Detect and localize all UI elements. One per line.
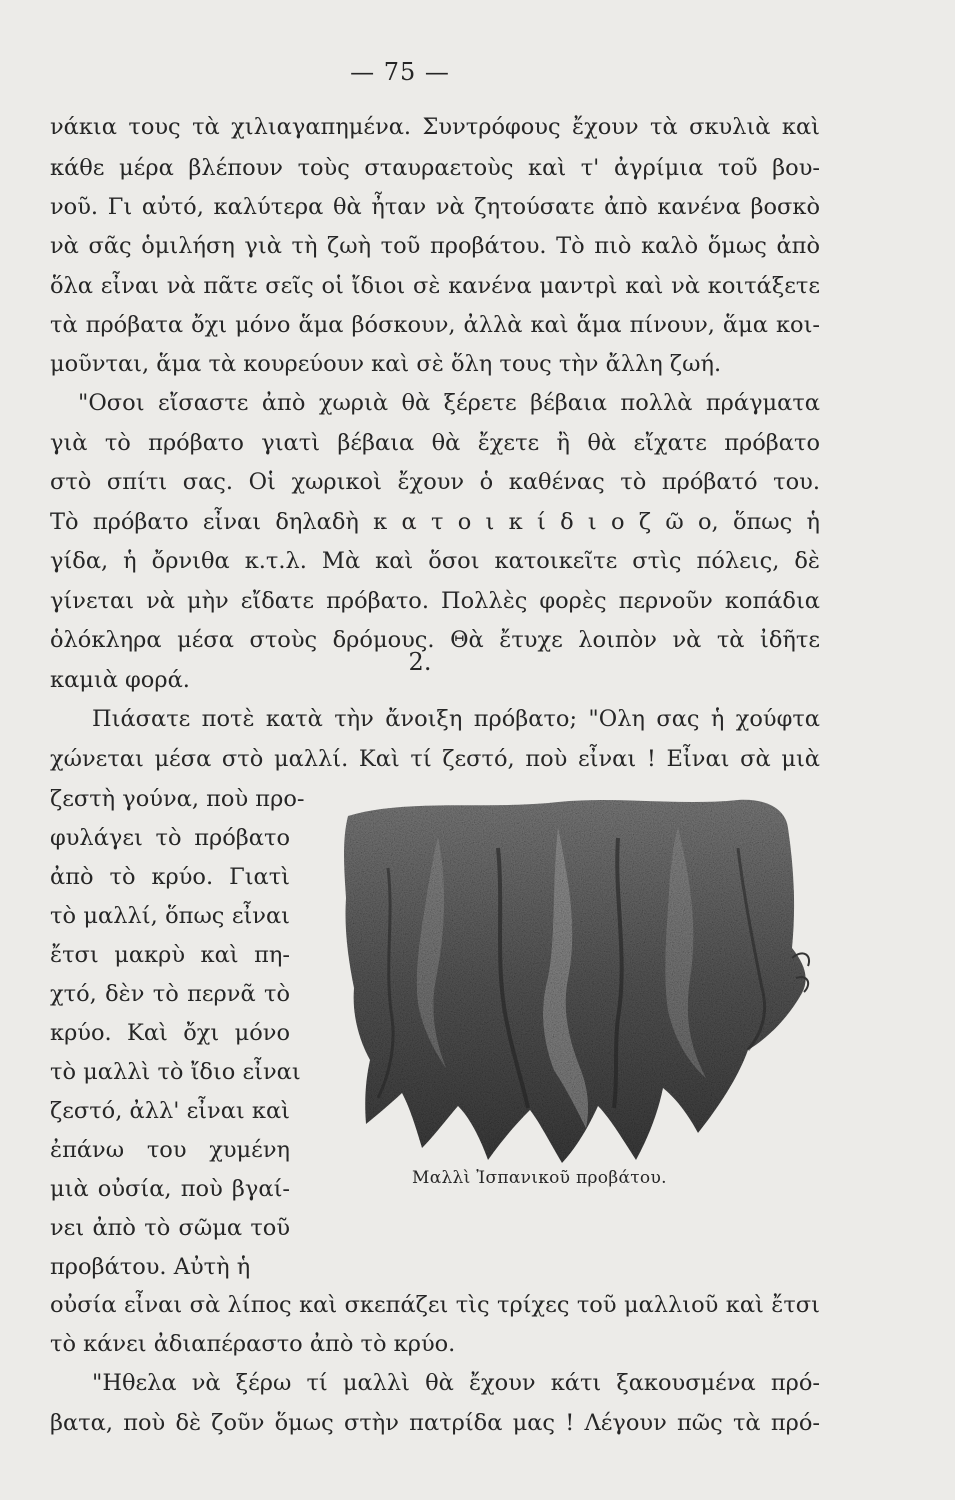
text-line: νει ἀπὸ τὸ σῶμα τοῦ xyxy=(50,1215,290,1241)
text-line: "Ηθελα νὰ ξέρω τί μαλλὶ θὰ ἔχουν κάτι ξακουσμένα πρό- xyxy=(92,1370,820,1396)
text-line: "Οσοι εἴσαστε ἀπὸ χωριὰ θὰ ξέρετε βέβαια πολλὰ πράγματα xyxy=(78,390,820,416)
text-line: νοῦ. Γι αὐτό, καλύτερα θὰ ἦταν νὰ ζητούσατε ἀπὸ κανένα βοσκὸ xyxy=(50,194,820,220)
text-line: χτό, δὲν τὸ περνᾶ τὸ xyxy=(50,981,290,1007)
text-line: ζεστό, ἀλλ' εἶναι καὶ xyxy=(50,1098,290,1124)
text-line: κάθε μέρα βλέπουν τοὺς σταυραετοὺς καὶ τ' ἀγρίμια τοῦ βου- xyxy=(50,155,820,181)
text-line: νάκια τους τὰ χιλιαγαπημένα. Συντρόφους ἔχουν τὰ σκυλιὰ καὶ xyxy=(50,114,820,140)
text-line: στὸ σπίτι σας. Οἱ χωρικοὶ ἔχουν ὁ καθένας τὸ πρόβατό του. xyxy=(50,469,820,495)
text-line: ἐπάνω του χυμένη xyxy=(50,1137,290,1163)
text-line: καμιὰ φορά. xyxy=(50,667,190,693)
page-number: — 75 — xyxy=(350,58,450,86)
text-line: ἔτσι μακρὺ καὶ πη- xyxy=(50,942,290,968)
text-line: μιὰ οὐσία, ποὺ βγαί- xyxy=(50,1176,290,1202)
text-line: τὸ μαλλὶ τὸ ἴδιο εἶναι xyxy=(50,1059,301,1085)
text-line: τὸ κάνει ἀδιαπέραστο ἀπὸ τὸ κρύο. xyxy=(50,1331,456,1357)
section-number: 2. xyxy=(408,648,432,676)
text-line: χώνεται μέσα στὸ μαλλί. Καὶ τί ζεστό, ποὺ εἶναι ! Εἶναι σὰ μιὰ xyxy=(50,746,820,772)
text-line: φυλάγει τὸ πρόβατο xyxy=(50,825,290,851)
wool-illustration xyxy=(318,788,818,1168)
figure-caption: Μαλλὶ Ἰσπανικοῦ προβάτου. xyxy=(412,1168,667,1188)
text-line: τὰ πρόβατα ὄχι μόνο ἅμα βόσκουν, ἀλλὰ καὶ ἅμα πίνουν, ἅμα κοι- xyxy=(50,312,820,338)
text-line: κρύο. Καὶ ὄχι μόνο xyxy=(50,1020,290,1046)
text-line: Τὸ πρόβατο εἶναι δηλαδὴ κ α τ ο ι κ ί δ ι ο ζ ῶ ο, ὅπως ἡ xyxy=(50,509,820,535)
text-line: οὐσία εἶναι σὰ λίπος καὶ σκεπάζει τὶς τρίχες τοῦ μαλλιοῦ καὶ ἔτσι xyxy=(50,1292,820,1318)
text-line: ὁλόκληρα μέσα στοὺς δρόμους. Θὰ ἔτυχε λοιπὸν νὰ τὰ ἰδῆτε xyxy=(50,627,820,653)
text-line: μοῦνται, ἅμα τὰ κουρεύουν καὶ σὲ ὅλη τους τὴν ἄλλη ζωή. xyxy=(50,351,722,377)
text-line: Πιάσατε ποτὲ κατὰ τὴν ἄνοιξη πρόβατο; "Ολη σας ἡ χούφτα xyxy=(92,706,820,732)
text-line: ζεστὴ γούνα, ποὺ προ- xyxy=(50,786,305,812)
text-line: τὸ μαλλί, ὅπως εἶναι xyxy=(50,903,290,929)
text-line: βατα, ποὺ δὲ ζοῦν ὅμως στὴν πατρίδα μας ! Λέγουν πῶς τὰ πρό- xyxy=(50,1410,820,1436)
text-line: ἀπὸ τὸ κρύο. Γιατὶ xyxy=(50,864,290,890)
text-line: γιὰ τὸ πρόβατο γιατὶ βέβαια θὰ ἔχετε ἢ θὰ εἴχατε πρόβατο xyxy=(50,430,820,456)
text-line: ὅλα εἶναι νὰ πᾶτε σεῖς οἱ ἴδιοι σὲ κανένα μαντρὶ καὶ νὰ κοιτάξετε xyxy=(50,273,820,299)
text-line: νὰ σᾶς ὁμιλήση γιὰ τὴ ζωὴ τοῦ προβάτου. Τὸ πιὸ καλὸ ὅμως ἀπὸ xyxy=(50,233,820,259)
text-line: προβάτου. Αὐτὴ ἡ xyxy=(50,1254,251,1280)
text-line: γίνεται νὰ μὴν εἴδατε πρόβατο. Πολλὲς φορὲς περνοῦν κοπάδια xyxy=(50,588,820,614)
text-line: γίδα, ἡ ὄρνιθα κ.τ.λ. Μὰ καὶ ὅσοι κατοικεῖτε στὶς πόλεις, δὲ xyxy=(50,548,820,574)
